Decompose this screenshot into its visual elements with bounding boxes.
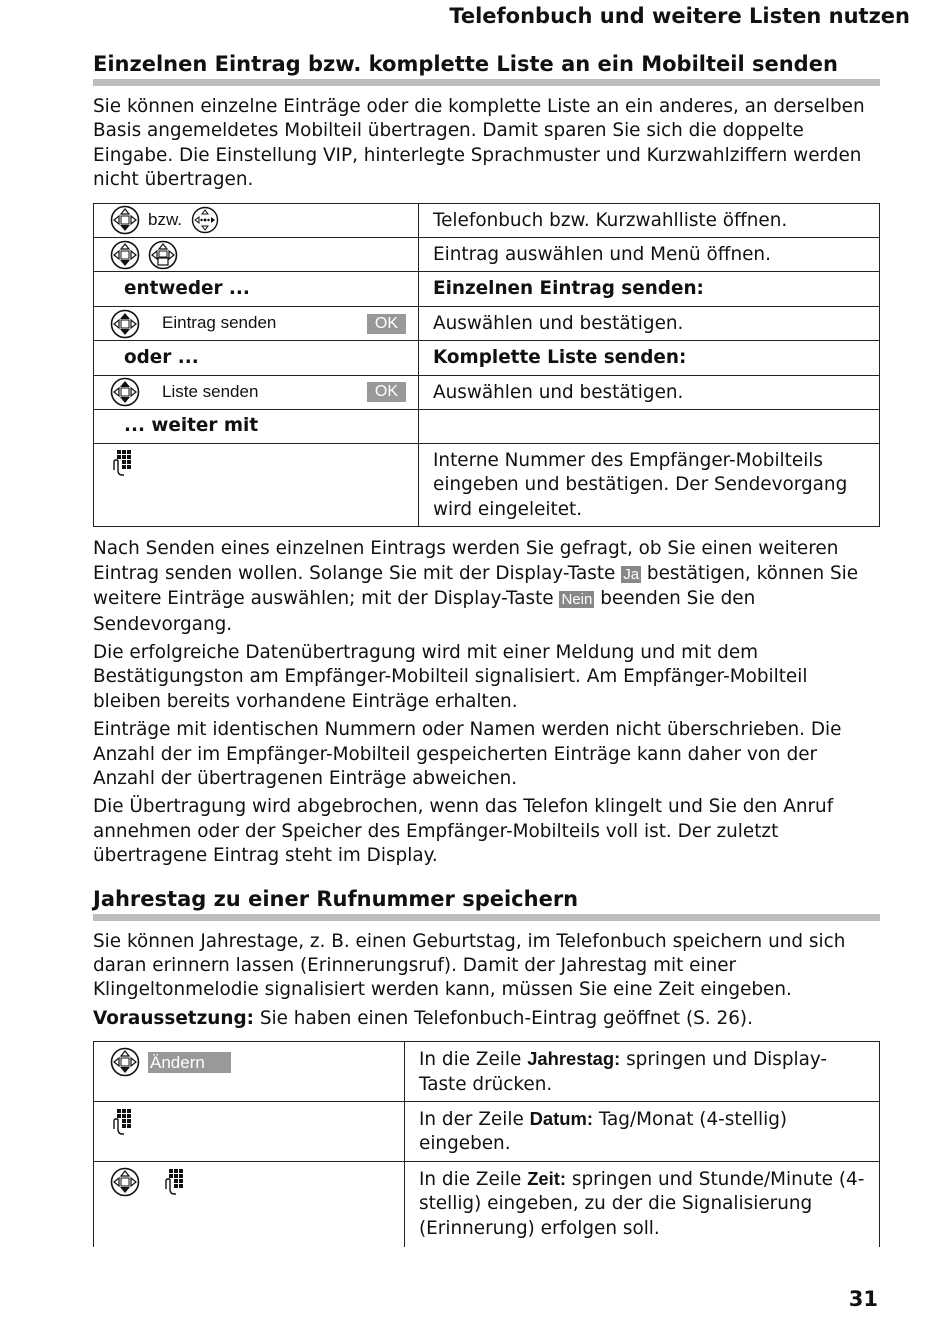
keypad-icon — [110, 1107, 136, 1137]
keypad-icon — [110, 448, 136, 478]
nav-key-up-icon — [110, 309, 140, 339]
paragraph: Einträge mit identischen Nummern oder Namen werden nicht überschrieben. Die Anzahl der im Empfänger-Mobilteil gespeicherten Einträge kann daher von der Anzahl der übertragenen Einträge abweichen. — [93, 719, 842, 789]
menu-key-icon — [190, 205, 220, 235]
table-row: Liste senden OK Auswählen und bestätigen. — [94, 375, 880, 409]
table-row: In die Zeile Zeit: springen und Stunde/Minute (4-stellig) eingeben, zu der die Signalisierung (Erinnerung) erfolgen soll. — [94, 1161, 880, 1247]
paragraph: Nach Senden eines einzelnen Eintrags werden Sie gefragt, ob Sie einen weiteren Eintrag senden wollen. Solange Sie mit der Display-Taste Ja bestätigen, können Sie weitere Einträge auswählen; mit der Display-Taste Nein beenden Sie den Sendevorgang. — [93, 538, 859, 635]
nav-key-down-icon — [110, 1167, 140, 1197]
nein-softkey: Nein — [561, 591, 593, 609]
display-text: Eintrag senden — [162, 313, 277, 333]
paragraph: Die erfolgreiche Datenübertragung wird mit einer Meldung und mit dem Bestätigungston am Empfänger-Mobilteil signalisiert. Am Empfänger-Mobilteil bleiben bereits vorhandene Einträge erhalten. — [93, 641, 808, 712]
bzw-text: bzw. — [148, 210, 183, 230]
section-title-anniversary: Jahrestag zu einer Rufnummer speichern — [93, 887, 880, 921]
table-row: ... weiter mit — [94, 410, 880, 444]
table-row: In der Zeile Datum: Tag/Monat (4-stellig) eingeben. — [94, 1102, 880, 1162]
page-content — [93, 52, 880, 1247]
table-row: bzw. Telefonbuch bzw. Kurzwahlliste öffnen. — [94, 203, 880, 237]
table-row: Eintrag auswählen und Menü öffnen. — [94, 238, 880, 272]
nav-key-down-icon — [110, 240, 140, 270]
steps-table-anniversary — [93, 1041, 880, 1247]
ok-softkey: OK — [367, 382, 406, 402]
steps-table-send — [93, 203, 880, 528]
table-row: Eintrag senden OK Auswählen und bestätigen. — [94, 306, 880, 340]
ok-softkey: OK — [367, 314, 406, 334]
nav-key-up-icon — [110, 377, 140, 407]
section-intro: Sie können Jahrestage, z. B. einen Geburtstag, im Telefonbuch speichern und sich daran erinnern lassen (Erinnerungsruf). Damit der Jahrestag mit einer Klingeltonmelodie signalisiert werden kann, müssen Sie eine Zeit eingeben. — [93, 930, 846, 1001]
ja-softkey: Ja — [623, 565, 640, 583]
section-intro: Sie können einzelne Einträge oder die komplette Liste an ein anderes, an derselben Basis angemeldetes Mobilteil übertragen. Damit sparen Sie sich die doppelte Eingabe. Die Einstellung VIP, hinterlegte Sprachmuster und Kurzwahlziffern werden nicht übertragen. — [93, 96, 865, 191]
table-row: oder ... Komplette Liste senden: — [94, 341, 880, 375]
prerequisite: Voraussetzung: Sie haben einen Telefonbuch-Eintrag geöffnet (S. 26). — [93, 1007, 753, 1029]
paragraph: Die Übertragung wird abgebrochen, wenn das Telefon klingelt und Sie den Anruf annehmen oder der Speicher des Empfänger-Mobilteils voll ist. Der zuletzt übertragene Eintrag steht im Display. — [93, 796, 834, 867]
section-anniversary — [93, 887, 880, 1247]
nav-key-menu-icon — [148, 240, 178, 270]
table-row: Interne Nummer des Empfänger-Mobilteils eingeben und bestätigen. Der Sendevorgang wird eingeleitet. — [94, 444, 880, 527]
keypad-icon — [162, 1167, 188, 1197]
display-text: Liste senden — [162, 382, 259, 402]
page-number: 31 — [848, 1287, 878, 1311]
section-title-send-entries: Einzelnen Eintrag bzw. komplette Liste an ein Mobilteil senden — [93, 52, 880, 86]
table-row: Ändern In die Zeile Jahrestag: springen und Display-Taste drücken. — [94, 1042, 880, 1102]
nav-key-down-icon — [110, 205, 140, 235]
nav-key-down-icon — [110, 1047, 140, 1077]
table-row: entweder ... Einzelnen Eintrag senden: — [94, 272, 880, 306]
running-header: Telefonbuch und weitere Listen nutzen — [449, 4, 910, 28]
andern-softkey: Ändern — [148, 1052, 231, 1073]
